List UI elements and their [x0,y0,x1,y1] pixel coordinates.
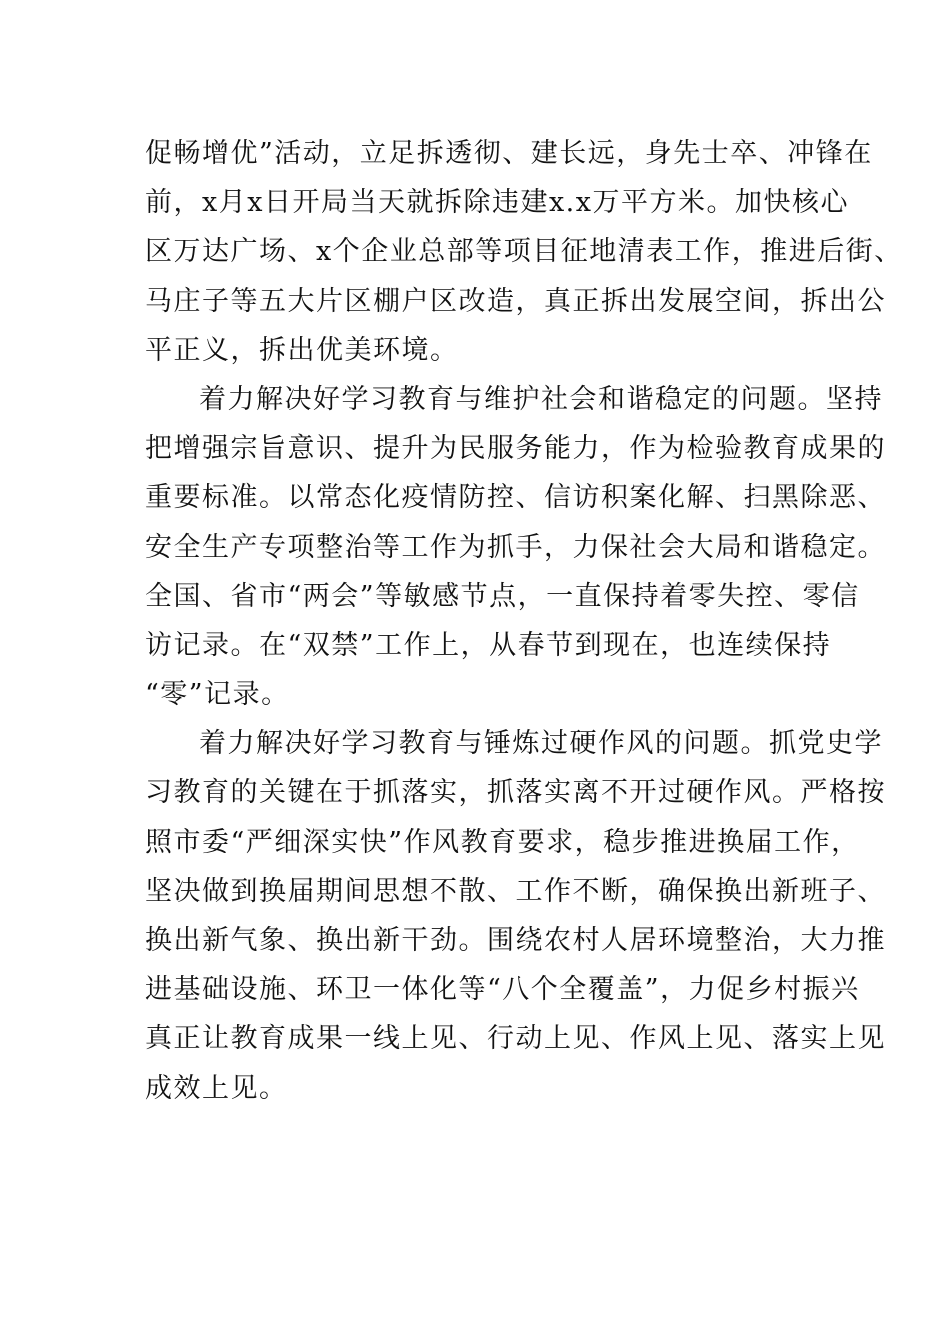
text-line: 换出新气象、换出新干劲。围绕农村人居环境整治，大力推 [145,925,886,956]
text-line: 真正让教育成果一线上见、行动上见、作风上见、落实上见 [145,1023,886,1055]
text-line: 安全生产专项整治等工作为抓手，力保社会大局和谐稳定。 [145,531,886,563]
text-line: 照市委“严细深实快”作风教育要求，稳步推进换届工作， [145,826,860,858]
text-line: 重要标准。以常态化疫情防控、信访积案化解、扫黑除恶、 [145,482,886,514]
paragraph-1 [145,129,903,375]
paragraph-2 [145,375,886,719]
text-line: 促畅增优”活动，立足拆透彻、建长远，身先士卒、冲锋在 [145,138,873,169]
text-line: 全国、省市“两会”等敏感节点，一直保持着零失控、零信 [145,580,860,612]
text-line: 坚决做到换届期间思想不散、工作不断，确保换出新班子、 [145,875,886,907]
text-line: 马庄子等五大片区棚户区改造，真正拆出发展空间，拆出公 [145,285,886,317]
text-line: 习教育的关键在于抓落实，抓落实离不开过硬作风。严格按 [145,777,886,809]
text-line: 着力解决好学习教育与维护社会和谐稳定的问题。坚持 [199,383,883,415]
text-line: “零”记录。 [145,679,290,711]
text-line: 进基础设施、环卫一体化等“八个全覆盖”，力促乡村振兴 [145,974,860,1006]
paragraph-3 [145,719,886,1113]
text-line: 把增强宗旨意识、提升为民服务能力，作为检验教育成果的 [145,433,886,465]
document-body [145,129,903,1113]
text-line: 成效上见。 [145,1072,288,1104]
text-line: 着力解决好学习教育与锤炼过硬作风的问题。抓党史学 [199,728,883,760]
text-line: 区万达广场、x个企业总部等项目征地清表工作，推进后街、 [145,236,903,268]
text-line: 前，x月x日开局当天就拆除违建x.x万平方米。加快核心 [145,187,849,219]
text-line: 访记录。在“双禁”工作上，从春节到现在，也连续保持 [145,629,832,661]
text-line: 平正义，拆出优美环境。 [145,334,459,366]
